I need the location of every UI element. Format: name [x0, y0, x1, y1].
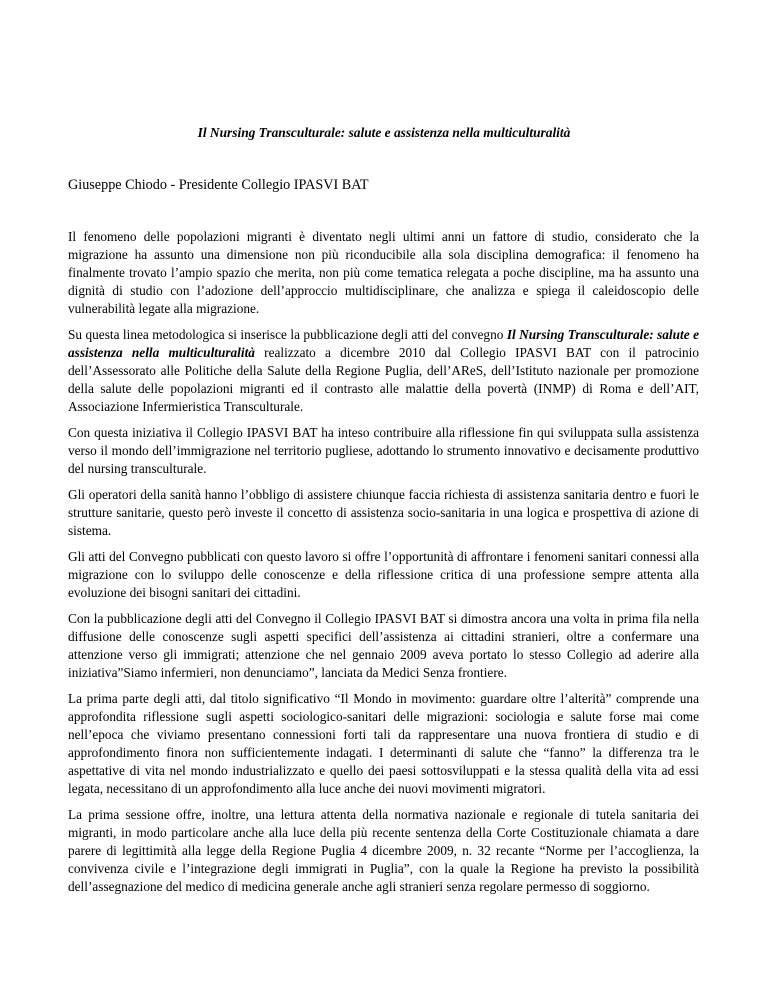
- paragraph-2-start: Su questa linea metodologica si inserisce la pubblicazione degli atti del convegno: [68, 327, 507, 342]
- paragraph-2-end: realizzato a dicembre 2010 dal Collegio IPASVI BAT con il patrocinio dell’Assessorato alle Politiche della Salute della Regione Puglia, dell’AReS, dell’Istituto nazionale per promozione della salute delle popolazioni migranti ed il contrasto alle malattie della povertà (INMP) di Roma e dell’AIT, Associazione Infermieristica Transculturale.: [68, 345, 700, 414]
- paragraph-6: Con la pubblicazione degli atti del Convegno il Collegio IPASVI BAT si dimostra ancora una volta in prima fila nella diffusione delle conoscenze sugli aspetti specifici dell’assistenza ai cittadini stranieri, oltre a confermare una attenzione verso gli immigrati; attenzione che nel gennaio 2009 aveva portato lo stesso Collegio ad aderire alla iniziativa”Siamo infermieri, non denunciamo”, lanciata da Medici Senza frontiere.: [68, 611, 699, 680]
- document-title: Il Nursing Transculturale: salute e assistenza nella multiculturalità: [197, 125, 571, 140]
- paragraph-7: La prima parte degli atti, dal titolo significativo “Il Mondo in movimento: guardare oltre l’alterità” comprende una approfondita riflessione sugli aspetti sociologico-sanitari delle migrazioni: sociologia e salute forse mai come nell’epoca che viviamo presentano connessioni forti tali da rappresentare una nuova frontiera di studio e di approfondimento finora non sufficientemente indagati. I determinanti di salute che “fanno” la differenza tra le aspettative di vita nel mondo industrializzato e quello dei paesi sottosviluppati e la stessa qualità della vita ad essi legata, necessitano di un approfondimento alla luce anche dei nuovi movimenti migratori.: [68, 691, 699, 796]
- paragraph-3: Con questa iniziativa il Collegio IPASVI BAT ha inteso contribuire alla riflessione fin qui sviluppata sulla assistenza verso il mondo dell’immigrazione nel territorio pugliese, adottando lo strumento innovativo e decisamente produttivo del nursing transculturale.: [68, 425, 699, 476]
- conference-title-inline: Il Nursing Transculturale: salute e assistenza nella multiculturalità: [68, 327, 699, 360]
- paragraph-5: Gli atti del Convegno pubblicati con questo lavoro si offre l’opportunità di affrontare i fenomeni sanitari connessi alla migrazione con lo sviluppo delle conoscenze e della riflessione critica di una professione sempre attenta alla evoluzione dei bisogni sanitari dei cittadini.: [68, 549, 699, 600]
- paragraph-8: La prima sessione offre, inoltre, una lettura attenta della normativa nazionale e regionale di tutela sanitaria dei migranti, in modo particolare anche alla luce della più recente sentenza della Corte Costituzionale chiamata a dare parere di legittimità alla legge della Regione Puglia 4 dicembre 2009, n. 32 recante “Norme per l’accoglienza, la convivenza civile e l’integrazione degli immigrati in Puglia”, con la quale la Regione ha previsto la possibilità dell’assegnazione del medico di medicina generale anche agli stranieri senza regolare permesso di soggiorno.: [68, 807, 699, 894]
- paragraph-4: Gli operatori della sanità hanno l’obbligo di assistere chiunque faccia richiesta di assistenza sanitaria dentro e fuori le strutture sanitarie, questo però investe il concetto di assistenza socio-sanitaria in una logica e prospettiva di azione di sistema.: [68, 487, 699, 538]
- body-text: [68, 228, 699, 904]
- paragraph-2: [68, 326, 699, 416]
- author-line: Giuseppe Chiodo - Presidente Collegio IPASVI BAT: [68, 177, 369, 193]
- paragraph-1: Il fenomeno delle popolazioni migranti è diventato negli ultimi anni un fattore di studio, considerato che la migrazione ha assunto una dimensione non più riconducibile alla sola disciplina demografica: il fenomeno ha finalmente trovato l’ampio spazio che merita, non più come tematica relegata a poche discipline, ma ha assunto una dignità di studio con l’adozione dell’approccio multidisciplinare, che analizza e spiega il caleidoscopio delle vulnerabilità legate alla migrazione.: [68, 229, 699, 316]
